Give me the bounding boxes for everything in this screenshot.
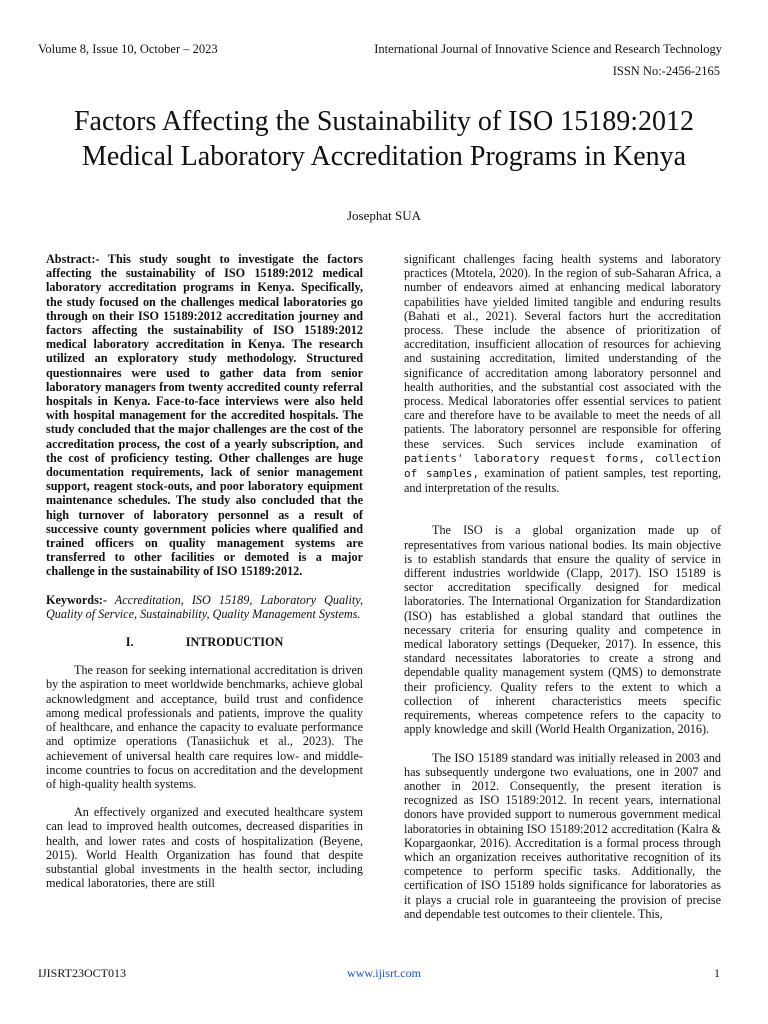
volume-issue: Volume 8, Issue 10, October – 2023: [38, 42, 218, 56]
abstract: Abstract:- This study sought to investigate the factors affecting the sustainability of ISO 15189:2012 medical laboratory accreditation programs in Kenya. Specifically, the study focused on the challenges medical laboratories go through on their ISO 15189:2012 accreditation journey and factors affecting the sustainability of ISO 15189:2012 medical laboratory accreditation in Kenya. The research utilized an exploratory study methodology. Structured questionnaires were used to gather data from senior laboratory managers from twenty accredited county referral hospitals in Kenya. Face-to-face interviews were also held with hospital management for the accredited hospitals. The study concluded that the major challenges are the cost of the accreditation process, the cost of a yearly subscription, and the cost of proficiency testing. Other challenges are huge documentation requirements, lack of senior management support, reagent stock-outs, and poor laboratory equipment maintenance schedules. The study also concluded that the high turnover of laboratory personnel as a result of successive county government policies where qualified and trained officers on quality management systems are transferred to other facilities or demoted is a major challenge in the sustainability of ISO 15189:2012.: [46, 252, 363, 579]
left-column: [46, 252, 363, 904]
paragraph-part: examination of patient samples, test reporting, and interpretation of the results.: [404, 466, 722, 496]
journal-name: International Journal of Innovative Science and Research Technology: [374, 42, 722, 56]
keywords-label: Keywords:-: [46, 592, 107, 607]
body-paragraph: The ISO is a global organization made up of representatives from various national bodies. Its main objective is to establish standards that ensure the quality of service in different industries worldwide (Clapp, 2017). ISO 15189 is sector accreditation specifically designed for medical laboratories. The International Organization for Standardization (ISO) has established a global standard that outlines the necessary criteria for ensuring quality and competence in medical laboratory settings (Dequeker, 2017). In essence, this standard necessitates laboratories to create a strong and dependable quality management system (QMS) to demonstrate their proficiency. Quality refers to the extent to which a collection of inherent characteristics meets specific requirements, whereas competence refers to the capacity to apply knowledge and skill (World Health Organization, 2016).: [404, 523, 721, 737]
issn-number: ISSN No:-2456-2165: [612, 64, 720, 78]
page-number: 1: [714, 966, 720, 980]
section-title: INTRODUCTION: [185, 635, 284, 650]
keywords-text: Accreditation, ISO 15189, Laboratory Quality, Quality of Service, Sustainability, Quality Management Systems.: [46, 592, 363, 621]
body-paragraph: [404, 252, 721, 495]
section-heading: [46, 635, 363, 649]
right-column: [404, 252, 721, 935]
body-paragraph: The reason for seeking international accreditation is driven by the aspiration to meet worldwide benchmarks, achieve global acknowledgment and acceptance, build trust and confidence among medical professionals and patients, improve the quality of healthcare, and enhance the capacity to evaluate performance and optimize operations (Tanasiichuk et al., 2023). The achievement of universal health care requires low- and middle-income countries to focus on accreditation and the development of high-quality health systems.: [46, 663, 363, 791]
keywords: [46, 593, 363, 621]
body-paragraph: The ISO 15189 standard was initially released in 2003 and has subsequently undergone two evaluations, one in 2007 and another in 2012. Consequently, the present iteration is recognized as ISO 15189:2012. In recent years, international donors have provided support to numerous government medical laboratories in obtaining ISO 15189:2012 accreditation (Kalra & Kopargaonkar, 2016). Accreditation is a formal process through which an organization receives authoritative recognition of its competence to perform specific tasks. Additionally, the certification of ISO 15189 holds significance for laboratories as it plays a crucial role in guaranteeing the provision of precise and dependable test outcomes to their clientele. This,: [404, 750, 721, 921]
body-paragraph: An effectively organized and executed healthcare system can lead to improved health outcomes, decreased disparities in health, and lower rates and costs of hospitalization (Beyene, 2015). World Health Organization has found that despite substantial global investments in the health sector, including medical laboratories, there are still: [46, 805, 363, 891]
website-link[interactable]: www.ijisrt.com: [347, 966, 421, 980]
paper-title: Factors Affecting the Sustainability of ISO 15189:2012 Medical Laboratory Accreditation Programs in Kenya: [73, 105, 695, 172]
paragraph-part-mono: patients' laboratory request forms, collection of samples,: [404, 451, 721, 481]
article-code: IJISRT23OCT013: [38, 966, 126, 980]
section-number: I.: [125, 635, 134, 650]
paragraph-part: significant challenges facing health systems and laboratory practices (Mtotela, 2020). In the region of sub-Saharan Africa, a number of endeavors aimed at enhancing medical laboratory capabilities have yielded limited tangible and enduring results (Bahati et al., 2021). Several factors hurt the accreditation process. These include the absence of prioritization of accreditation, insufficient allocation of resources for achieving and sustaining accreditation, limited understanding of the significance of accreditation among laboratory personnel and health authorities, and the substantial cost associated with the process. Medical laboratories offer essential services to patient care and therefore have to be available to meet the needs of all patients. The laboratory personnel are responsible for offering these services. Such services include examination of: [404, 252, 721, 451]
author-name: Josephat SUA: [346, 208, 422, 223]
paragraph-spacer: [404, 495, 721, 509]
